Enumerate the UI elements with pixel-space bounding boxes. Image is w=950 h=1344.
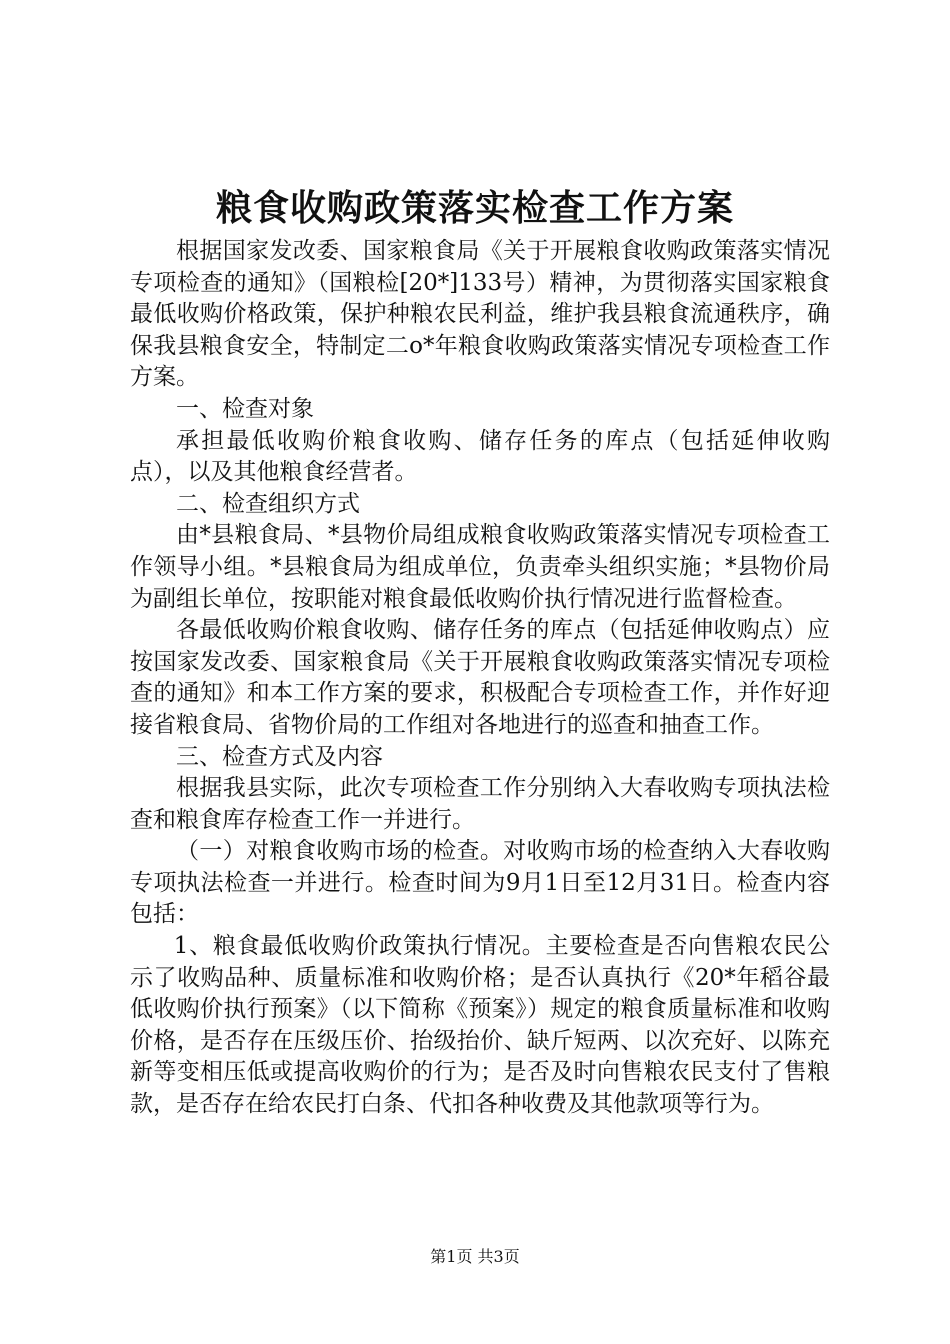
paragraph-inspection-target: 承担最低收购价粮食收购、储存任务的库点（包括延伸收购点），以及其他粮食经营者。 (130, 427, 830, 486)
intro-paragraph: 根据国家发改委、国家粮食局《关于开展粮食收购政策落实情况专项检查的通知》（国粮检[20*]133号）精神，为贯彻落实国家粮食最低收购价格政策，保护种粮农民利益，维护我县粮食流通秩序，确保我县粮食安全，特制定二o*年粮食收购政策落实情况专项检查工作方案。 (130, 238, 830, 391)
paragraph-price-policy: 1、粮食最低收购价政策执行情况。主要检查是否向售粮农民公示了收购品种、质量标准和收购价格；是否认真执行《20*年稻谷最低收购价执行预案》（以下简称《预案》）规定的粮食质量标准和收购价格，是否存在压级压价、抬级抬价、缺斤短两、以次充好、以陈充新等变相压低或提高收购价的行为；是否及时向售粮农民支付了售粮款，是否存在给农民打白条、代扣各种收费及其他款项等行为。 (130, 933, 830, 1118)
paragraph-cooperation: 各最低收购价粮食收购、储存任务的库点（包括延伸收购点）应按国家发改委、国家粮食局《关于开展粮食收购政策落实情况专项检查的通知》和本工作方案的要求，积极配合专项检查工作，并作好迎接省粮食局、省物价局的工作组对各地进行的巡查和抽查工作。 (130, 617, 830, 738)
section-heading-inspection-target: 一、检查对象 (176, 395, 314, 422)
paragraph-organization: 由*县粮食局、*县物价局组成粮食收购政策落实情况专项检查工作领导小组。*县粮食局为组成单位，负责牵头组织实施；*县物价局为副组长单位，按职能对粮食最低收购价执行情况进行监督检查。 (130, 522, 830, 612)
page-footer: 第1页 共3页 (430, 1247, 520, 1266)
section-heading-organization: 二、检查组织方式 (176, 490, 360, 517)
section-heading-method-content: 三、检查方式及内容 (176, 743, 383, 770)
paragraph-method: 根据我县实际，此次专项检查工作分别纳入大春收购专项执法检查和粮食库存检查工作一并进行。 (130, 775, 830, 833)
document-body (130, 236, 830, 1121)
paragraph-market-inspection: （一）对粮食收购市场的检查。对收购市场的检查纳入大春收购专项执法检查一并进行。检查时间为9月1日至12月31日。检查内容包括： (130, 838, 830, 928)
document-title: 粮食收购政策落实检查工作方案 (215, 187, 734, 229)
